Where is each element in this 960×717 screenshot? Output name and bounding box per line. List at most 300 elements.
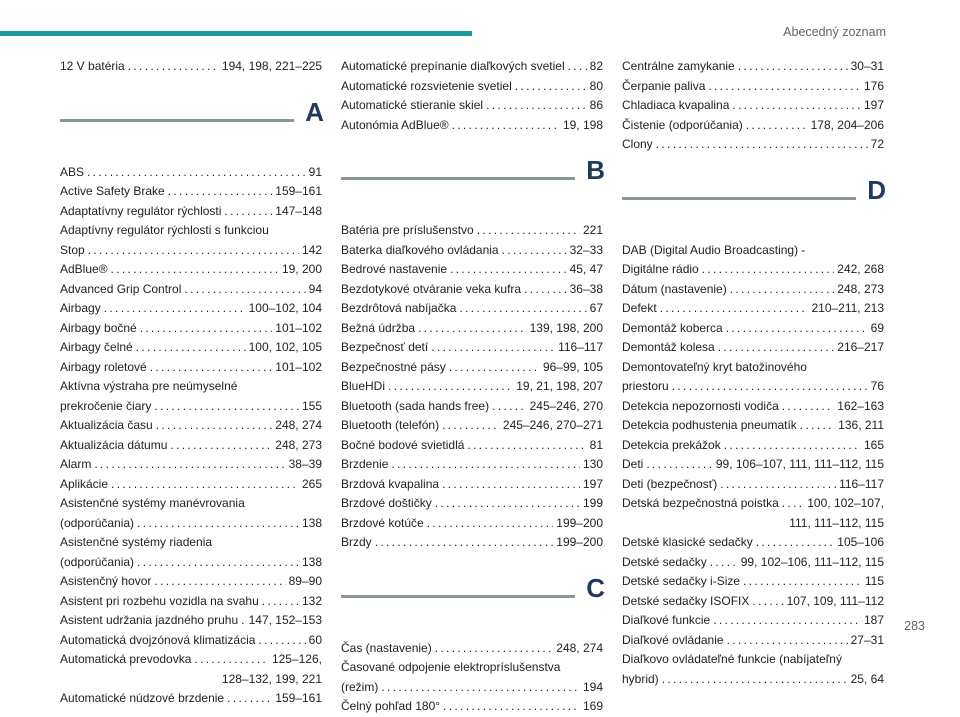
index-term: AdBlue® <box>60 262 108 276</box>
index-pages: 82 <box>589 59 603 73</box>
leader-dots <box>435 639 554 659</box>
index-pages: 242, 268 <box>837 262 884 276</box>
index-pages: 265 <box>301 476 322 491</box>
index-entry <box>622 416 884 436</box>
leader-dots <box>154 397 299 417</box>
leader-dots <box>375 533 554 553</box>
leader-dots <box>502 241 567 261</box>
index-entry <box>622 280 884 300</box>
index-term: Brzdové doštičky <box>341 496 432 510</box>
index-term: ABS <box>60 164 85 179</box>
leader-dots <box>710 553 738 573</box>
index-term: Čistenie (odporúčania) <box>622 117 743 132</box>
index-term: Aktívna výstraha pre neúmyselné <box>60 379 238 393</box>
index-entry <box>341 241 603 261</box>
index-term: prekročenie čiary <box>60 398 152 413</box>
index-pages: 100–102, 104 <box>248 301 322 315</box>
leader-dots <box>477 221 580 241</box>
leader-dots <box>452 116 560 136</box>
index-pages: 91 <box>308 164 322 179</box>
leader-dots <box>713 611 861 631</box>
index-pages: 100, 102, 105 <box>248 340 322 354</box>
leader-dots <box>738 57 848 77</box>
index-term: Airbagy <box>60 301 101 315</box>
index-entry <box>622 299 884 319</box>
index-term: Adaptívny regulátor rýchlosti s funkciou <box>60 223 269 237</box>
index-term: Demontáž koberca <box>622 320 723 335</box>
index-term: Digitálne rádio <box>622 262 699 276</box>
leader-dots <box>137 553 299 573</box>
index-term: Brzdové kotúče <box>341 515 424 530</box>
index-pages: 27–31 <box>850 632 884 647</box>
index-entry <box>622 514 884 534</box>
leader-dots <box>391 455 580 475</box>
index-entry <box>60 416 322 436</box>
section-divider <box>60 96 324 157</box>
index-entry <box>341 377 603 397</box>
index-entry <box>622 377 884 397</box>
leader-dots <box>262 592 299 612</box>
index-pages: 245–246, 270–271 <box>502 418 603 432</box>
index-term: Asistenčné systémy manévrovania <box>60 496 245 510</box>
index-pages: 96–99, 105 <box>542 359 603 374</box>
leader-dots <box>137 514 299 534</box>
leader-dots <box>87 163 306 183</box>
index-term: Diaľkové funkcie <box>622 613 711 627</box>
index-entry <box>60 592 322 612</box>
leader-dots <box>168 182 273 202</box>
index-pages: 60 <box>308 632 322 647</box>
index-pages: 248, 273 <box>275 437 322 452</box>
index-term: Dátum (nastavenie) <box>622 281 727 296</box>
index-entry <box>341 514 603 534</box>
index-term: Diaľkovo ovládateľné funkcie (nabíjateľný <box>622 652 842 666</box>
index-pages: 221 <box>582 223 603 237</box>
index-entry <box>60 280 322 300</box>
leader-dots <box>418 319 527 339</box>
leader-dots <box>743 572 862 592</box>
index-entry <box>60 319 322 339</box>
section-rule <box>60 119 294 122</box>
leader-dots <box>156 416 273 436</box>
index-pages: 19, 21, 198, 207 <box>516 379 603 393</box>
index-term: Bluetooth (sada hands free) <box>341 398 490 413</box>
index-pages: 199 <box>582 496 603 510</box>
index-entry <box>622 455 884 475</box>
index-pages: 162–163 <box>837 398 884 413</box>
leader-dots <box>515 77 587 97</box>
index-entry <box>60 221 322 241</box>
index-entry <box>622 475 884 495</box>
index-entry <box>60 436 322 456</box>
index-pages: 187 <box>863 613 884 627</box>
index-entry <box>341 96 603 116</box>
section-letter: C <box>586 572 605 603</box>
index-pages: 69 <box>870 320 884 335</box>
leader-dots <box>140 319 273 339</box>
index-pages: 107, 109, 111–112 <box>786 593 884 608</box>
index-term: Detské sedačky <box>622 554 707 569</box>
index-pages: 248, 274 <box>556 640 603 655</box>
index-term: Defekt <box>622 301 657 315</box>
index-pages: 142 <box>301 242 322 257</box>
index-pages: 169 <box>582 699 603 713</box>
index-term: Bočné bodové svietidlá <box>341 437 465 452</box>
index-term: Asistent udržania jazdného pruhu <box>60 613 239 627</box>
index-column-3 <box>622 57 884 689</box>
index-term: Chladiaca kvapalina <box>622 98 730 112</box>
index-entry <box>341 639 603 659</box>
index-pages: 199–200 <box>556 535 603 549</box>
index-term: Bezpečnostné pásy <box>341 359 446 374</box>
index-term: DAB (Digital Audio Broadcasting) - <box>622 242 806 257</box>
index-entry <box>341 299 603 319</box>
index-pages: 101–102 <box>275 320 322 335</box>
index-entry <box>622 592 884 612</box>
index-entry <box>622 135 884 155</box>
index-term: Bluetooth (telefón) <box>341 418 440 432</box>
index-entry <box>622 572 884 592</box>
index-entry <box>622 338 884 358</box>
index-pages: 248, 273 <box>837 281 884 296</box>
leader-dots <box>104 299 246 319</box>
index-pages: 165 <box>863 437 884 452</box>
index-entry <box>60 572 322 592</box>
index-entry <box>60 611 322 631</box>
index-pages: 210–211, 213 <box>811 301 884 315</box>
index-term: Detské sedačky ISOFIX <box>622 593 750 608</box>
index-term: Diaľkové ovládanie <box>622 632 724 647</box>
leader-dots <box>227 689 272 709</box>
index-pages: 216–217 <box>837 340 884 354</box>
index-term: Autonómia AdBlue® <box>341 117 449 132</box>
leader-dots <box>381 678 580 698</box>
index-entry <box>622 397 884 417</box>
index-pages: 176 <box>863 78 884 93</box>
index-pages: 38–39 <box>288 457 322 471</box>
section-rule <box>341 177 575 180</box>
index-entry <box>341 358 603 378</box>
leader-dots <box>258 631 305 651</box>
leader-dots <box>442 416 500 436</box>
index-term: Asistent pri rozbehu vozidla na svahu <box>60 593 259 608</box>
index-term: Automatické prepínanie diaľkových svetiel <box>341 59 565 73</box>
index-term: Active Safety Brake <box>60 184 165 198</box>
index-pages: 101–102 <box>275 359 322 374</box>
index-entry <box>60 689 322 709</box>
index-term: Asistenčné systémy riadenia <box>60 535 213 549</box>
index-term: Detekcia nepozornosti vodiča <box>622 398 779 413</box>
index-entry <box>60 475 322 495</box>
index-pages: 94 <box>308 281 322 296</box>
section-divider <box>341 157 603 215</box>
leader-dots <box>752 592 783 612</box>
index-pages: 89–90 <box>288 574 322 588</box>
index-entry <box>341 533 603 553</box>
index-entry <box>341 319 603 339</box>
index-pages: 125–126, <box>271 652 322 666</box>
index-entry <box>622 358 884 378</box>
index-pages: 194, 198, 221–225 <box>221 59 322 73</box>
leader-dots <box>724 436 861 456</box>
index-pages: 80 <box>589 78 603 93</box>
index-term: Detekcia podhustenia pneumatík <box>622 418 797 432</box>
index-pages: 132 <box>301 593 322 608</box>
leader-dots <box>128 57 219 77</box>
index-term: Automatické rozsvietenie svetiel <box>341 78 512 93</box>
leader-dots <box>726 319 868 339</box>
index-term: Deti (bezpečnosť) <box>622 476 718 491</box>
index-entry <box>341 658 603 678</box>
index-pages: 147, 152–153 <box>248 613 322 627</box>
leader-dots <box>756 533 835 553</box>
index-entry <box>341 338 603 358</box>
leader-dots <box>492 397 526 417</box>
index-pages: 159–161 <box>275 184 322 198</box>
leader-dots <box>782 397 835 417</box>
index-entry <box>341 116 603 136</box>
index-entry <box>60 533 322 553</box>
index-term: Airbagy čelné <box>60 340 133 354</box>
index-term: Automatické stieranie skiel <box>341 98 484 112</box>
index-term: priestoru <box>622 379 669 393</box>
index-term: Airbagy bočné <box>60 320 137 335</box>
index-term: Čerpanie paliva <box>622 78 706 93</box>
leader-dots <box>656 135 868 155</box>
index-entry <box>622 553 884 573</box>
index-pages: 67 <box>589 301 603 315</box>
index-term: Detské klasické sedačky <box>622 535 753 549</box>
index-entry <box>60 338 322 358</box>
index-pages: 245–246, 270 <box>529 398 603 413</box>
index-pages: 138 <box>301 515 322 530</box>
page-number: 283 <box>904 619 925 633</box>
index-pages: 72 <box>870 137 884 151</box>
leader-dots <box>443 697 580 717</box>
index-entry <box>341 436 603 456</box>
index-entry <box>60 241 322 261</box>
index-term: Batéria pre príslušenstvo <box>341 223 474 237</box>
leader-dots <box>800 416 835 436</box>
index-term: Demontáž kolesa <box>622 340 715 354</box>
index-pages: 45, 47 <box>569 262 603 276</box>
leader-dots <box>435 494 580 514</box>
leader-dots <box>170 436 272 456</box>
index-entry <box>60 299 322 319</box>
index-term: 128–132, 199, 221 <box>221 671 322 686</box>
index-entry <box>341 397 603 417</box>
leader-dots <box>746 116 808 136</box>
index-term: Demontovateľný kryt batožinového <box>622 359 807 374</box>
index-term: Automatická prevodovka <box>60 652 192 666</box>
leader-dots <box>427 514 554 534</box>
leader-dots <box>154 572 285 592</box>
leader-dots <box>718 338 835 358</box>
index-pages: 100, 102–107, <box>807 496 884 510</box>
leader-dots <box>224 202 272 222</box>
index-term: Centrálne zamykanie <box>622 59 735 73</box>
index-term: 111, 111–112, 115 <box>789 515 884 530</box>
index-term: Čelný pohľad 180° <box>341 699 441 713</box>
leader-dots <box>111 475 299 495</box>
index-entry <box>341 475 603 495</box>
index-term: Asistenčný hovor <box>60 574 152 588</box>
page-header-title: Abecedný zoznam <box>783 25 886 39</box>
index-entry <box>622 650 884 670</box>
index-term: Bezpečnosť detí <box>341 340 429 354</box>
index-entry <box>622 319 884 339</box>
leader-dots <box>150 358 273 378</box>
leader-dots <box>136 338 246 358</box>
section-letter: B <box>586 155 605 185</box>
index-entry <box>60 670 322 690</box>
index-term: Advanced Grip Control <box>60 281 182 296</box>
index-pages: 116–117 <box>558 340 603 354</box>
leader-dots <box>720 475 836 495</box>
index-entry <box>622 116 884 136</box>
index-term: Alarm <box>60 457 92 471</box>
leader-dots <box>449 358 540 378</box>
leader-dots <box>730 280 835 300</box>
index-term: Detekcia prekážok <box>622 437 721 452</box>
index-entry <box>60 260 322 280</box>
index-term: Bedrové nastavenie <box>341 262 448 276</box>
leader-dots <box>702 260 835 280</box>
index-term: Brzdová kvapalina <box>341 476 440 491</box>
index-entry <box>60 397 322 417</box>
index-entry <box>622 494 884 514</box>
index-entry <box>341 57 603 77</box>
leader-dots <box>388 377 513 397</box>
index-term: Bežná údržba <box>341 320 416 335</box>
section-letter: D <box>867 174 886 205</box>
index-pages: 248, 274 <box>275 418 322 432</box>
index-pages: 194 <box>582 679 603 694</box>
index-term: Airbagy roletové <box>60 359 147 374</box>
index-term: Clony <box>622 137 653 151</box>
section-rule <box>341 595 575 598</box>
index-entry <box>341 678 603 698</box>
index-pages: 25, 64 <box>850 671 884 686</box>
index-column-1 <box>60 57 322 709</box>
index-term: Čas (nastavenie) <box>341 640 432 655</box>
leader-dots <box>727 631 848 651</box>
index-pages: 86 <box>589 98 603 112</box>
index-term: Bezdotykové otváranie veka kufra <box>341 281 522 296</box>
index-term: Detská bezpečnostná poistka <box>622 496 779 510</box>
index-pages: 76 <box>870 379 884 393</box>
index-term: Adaptatívny regulátor rýchlosti <box>60 203 222 218</box>
index-pages: 81 <box>589 437 603 452</box>
index-term: (režim) <box>341 679 379 694</box>
section-divider <box>341 572 605 633</box>
index-term: Automatická dvojzónová klimatizácia <box>60 632 256 647</box>
index-pages: 32–33 <box>569 242 603 257</box>
index-pages: 115 <box>864 574 884 588</box>
index-pages: 30–31 <box>850 59 884 73</box>
index-pages: 159–161 <box>275 691 322 705</box>
index-pages: 99, 102–106, 111–112, 115 <box>740 554 884 569</box>
index-entry <box>622 57 884 77</box>
index-entry <box>622 241 884 261</box>
index-term: Brzdenie <box>341 457 389 471</box>
index-pages: 197 <box>582 476 603 491</box>
index-term: hybrid) <box>622 671 659 686</box>
index-entry <box>622 260 884 280</box>
index-pages: 136, 211 <box>838 418 884 432</box>
index-term: Baterka diaľkového ovládania <box>341 242 499 257</box>
index-entry <box>60 455 322 475</box>
leader-dots <box>486 96 587 116</box>
index-entry <box>60 631 322 651</box>
index-entry <box>622 436 884 456</box>
index-term: 12 V batéria <box>60 59 125 73</box>
leader-dots <box>524 280 567 300</box>
index-entry <box>622 631 884 651</box>
index-pages: 197 <box>863 98 884 112</box>
leader-dots <box>568 57 587 77</box>
leader-dots <box>442 475 580 495</box>
index-entry <box>341 260 603 280</box>
index-entry <box>622 77 884 97</box>
header-accent-bar <box>0 31 472 36</box>
index-term: Automatické núdzové brzdenie <box>60 691 225 705</box>
leader-dots <box>111 260 279 280</box>
leader-dots <box>660 299 809 319</box>
leader-dots <box>184 280 305 300</box>
index-term: Stop <box>60 242 85 257</box>
index-pages: 155 <box>301 398 322 413</box>
index-pages: 147–148 <box>275 203 322 218</box>
leader-dots <box>194 650 269 670</box>
index-entry <box>60 202 322 222</box>
index-entry <box>341 221 603 241</box>
leader-dots <box>467 436 586 456</box>
leader-dots <box>94 455 285 475</box>
leader-dots <box>662 670 848 690</box>
leader-dots <box>450 260 567 280</box>
index-entry <box>341 416 603 436</box>
index-entry <box>60 182 322 202</box>
index-term: Detské sedačky i-Size <box>622 574 741 588</box>
leader-dots <box>732 96 861 116</box>
index-term: Aktualizácia dátumu <box>60 437 168 452</box>
leader-dots <box>782 494 804 514</box>
index-entry <box>60 57 322 77</box>
index-pages: 139, 198, 200 <box>529 320 603 335</box>
index-entry <box>60 553 322 573</box>
index-term: Deti <box>622 457 644 471</box>
index-pages: 178, 204–206 <box>810 117 884 132</box>
leader-dots <box>672 377 868 397</box>
index-pages: 105–106 <box>837 535 884 549</box>
leader-dots <box>241 611 245 631</box>
leader-dots <box>708 77 861 97</box>
leader-dots <box>431 338 555 358</box>
index-term: (odporúčania) <box>60 515 135 530</box>
leader-dots <box>88 241 299 261</box>
index-pages: 130 <box>582 457 603 471</box>
index-entry <box>341 697 603 717</box>
index-entry <box>622 670 884 690</box>
index-entry <box>60 358 322 378</box>
leader-dots <box>459 299 586 319</box>
index-entry <box>341 280 603 300</box>
index-entry <box>622 533 884 553</box>
index-entry <box>341 494 603 514</box>
index-entry <box>60 377 322 397</box>
index-term: BlueHDi <box>341 379 386 393</box>
